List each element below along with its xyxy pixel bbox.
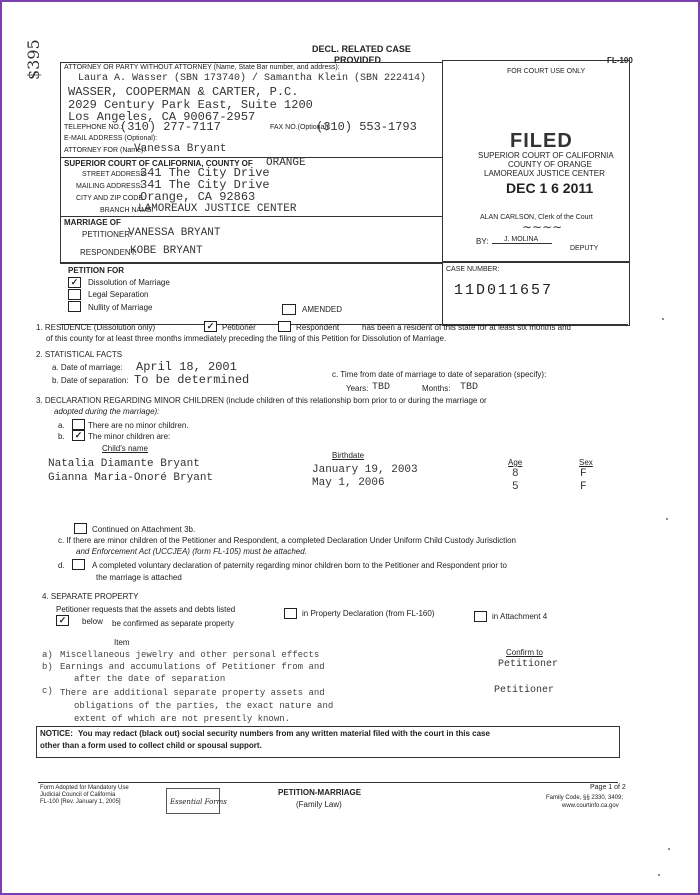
item-header: Item bbox=[114, 638, 130, 647]
street-value: 341 The City Drive bbox=[140, 166, 270, 180]
case-number-label: CASE NUMBER: bbox=[446, 266, 500, 273]
item-a-label: a) bbox=[42, 650, 53, 660]
residence-text-a: 1. RESIDENCE (Dissolution only) bbox=[36, 323, 156, 332]
child-1-birthdate: January 19, 2003 bbox=[312, 464, 418, 476]
scan-speck bbox=[666, 518, 668, 520]
item-c-line-2: obligations of the parties, the exact nature and bbox=[74, 701, 334, 711]
essential-forms-logo-text: Essential Forms bbox=[170, 798, 227, 806]
respondent-value: KOBE BRYANT bbox=[130, 245, 203, 257]
below-checkbox[interactable]: ✓ bbox=[56, 615, 69, 626]
attorney-line-2: WASSER, COOPERMAN & CARTER, P.C. bbox=[68, 85, 299, 99]
children-prefix: b. bbox=[58, 432, 65, 441]
filed-stamp-line-1: SUPERIOR COURT OF CALIFORNIA bbox=[478, 151, 614, 160]
attachment-4-checkbox[interactable] bbox=[474, 611, 487, 622]
months-value: TBD bbox=[460, 382, 479, 393]
footer-center-2: (Family Law) bbox=[296, 800, 342, 809]
scan-speck bbox=[662, 318, 664, 320]
paternity-checkbox[interactable] bbox=[72, 559, 85, 570]
footer-page: Page 1 of 2 bbox=[590, 784, 626, 791]
nullity-label: Nullity of Marriage bbox=[88, 303, 153, 312]
no-children-checkbox[interactable] bbox=[72, 419, 85, 430]
separate-property-text-1: Petitioner requests that the assets and debts listed bbox=[56, 605, 236, 614]
footer-left-1: Form Adopted for Mandatory Use bbox=[40, 785, 129, 791]
petition-page bbox=[22, 18, 674, 880]
footer-right-1: Family Code, §§ 2330, 3409; bbox=[546, 795, 624, 801]
filed-stamp-title: FILED bbox=[510, 130, 573, 152]
notice-label: NOTICE: bbox=[40, 729, 73, 738]
amended-label: AMENDED bbox=[302, 305, 343, 314]
attorney-line-1: Laura A. Wasser (SBN 173740) / Samantha Klein (SBN 222414) bbox=[78, 73, 427, 84]
petitioner-value: VANESSA BRYANT bbox=[128, 227, 221, 239]
child-birthdate-header: Birthdate bbox=[332, 451, 365, 460]
property-declaration-checkbox[interactable] bbox=[284, 608, 297, 619]
minor-children-title: 3. DECLARATION REGARDING MINOR CHILDREN (include children of this relationship born prior to or during the marriage or bbox=[36, 396, 487, 405]
marriage-top-rule bbox=[60, 216, 442, 217]
residence-respondent-checkbox[interactable] bbox=[278, 321, 291, 332]
notice-text-1: You may redact (black out) social security numbers from any written material filed with the court in this case bbox=[78, 729, 490, 738]
residence-petitioner-label: Petitioner bbox=[222, 323, 256, 332]
footer-left-2: Judicial Council of California bbox=[40, 792, 116, 798]
case-number-value: 11D011657 bbox=[454, 282, 554, 299]
amended-checkbox[interactable] bbox=[282, 304, 296, 315]
attorney-label: ATTORNEY OR PARTY WITHOUT ATTORNEY (Name, State Bar number, and address): bbox=[64, 64, 340, 71]
months-label: Months: bbox=[422, 384, 451, 393]
children-checkbox[interactable]: ✓ bbox=[72, 430, 85, 441]
item-c-line-3: extent of which are not presently known. bbox=[74, 714, 291, 724]
decl-related-case: DECL. RELATED CASE bbox=[312, 44, 411, 54]
street-label: STREET ADDRESS: bbox=[82, 171, 147, 178]
residence-text-b: has been a resident of this state for at least six months and bbox=[362, 323, 572, 332]
filed-stamp-line-2: COUNTY OF ORANGE bbox=[508, 160, 592, 169]
respondent-label: RESPONDENT: bbox=[80, 248, 137, 257]
court-top-rule bbox=[60, 157, 442, 158]
footer-rule bbox=[38, 782, 618, 783]
item-b-line-2: after the date of separation bbox=[74, 674, 226, 684]
dissolution-checkbox[interactable]: ✓ bbox=[68, 277, 81, 288]
years-value: TBD bbox=[372, 382, 391, 393]
statistical-facts-title: 2. STATISTICAL FACTS bbox=[36, 350, 123, 359]
attachment-4-label: in Attachment 4 bbox=[492, 612, 548, 621]
court-use-only: FOR COURT USE ONLY bbox=[507, 68, 586, 75]
filed-stamp-date: DEC 1 6 2011 bbox=[506, 180, 594, 196]
filed-stamp-by-name: J. MOLINA bbox=[504, 236, 539, 243]
child-1-sex: F bbox=[580, 468, 587, 480]
time-married-label: c. Time from date of marriage to date of separation (specify): bbox=[332, 370, 547, 379]
child-1-name: Natalia Diamante Bryant bbox=[48, 458, 200, 470]
provided-label: PROVIDED bbox=[334, 55, 382, 65]
nullity-checkbox[interactable] bbox=[68, 301, 81, 312]
marriage-date-value: April 18, 2001 bbox=[136, 360, 237, 374]
footer-left-3: FL-100 [Rev. January 1, 2005] bbox=[40, 799, 121, 805]
city-value: Orange, CA 92863 bbox=[140, 190, 256, 204]
filed-stamp-by-rule bbox=[492, 243, 552, 244]
petition-top-rule bbox=[60, 262, 442, 263]
branch-value: LAMOREAUX JUSTICE CENTER bbox=[138, 203, 297, 215]
handwritten-fee: $395 bbox=[24, 39, 43, 80]
mailing-value: 341 The City Drive bbox=[140, 178, 270, 192]
filed-stamp-clerk: ALAN CARLSON, Clerk of the Court bbox=[480, 214, 593, 221]
confirm-to-header: Confirm to bbox=[506, 648, 543, 657]
telephone-value: (310) 277-7117 bbox=[120, 120, 221, 134]
continued-checkbox[interactable] bbox=[74, 523, 87, 534]
marriage-date-label: a. Date of marriage: bbox=[52, 363, 123, 372]
item-b-label: b) bbox=[42, 662, 53, 672]
notice-text-2: other than a form used to collect child or spousal support. bbox=[40, 741, 262, 750]
item-c-line-1: There are additional separate property assets and bbox=[60, 688, 325, 698]
mailing-label: MAILING ADDRESS: bbox=[76, 183, 143, 190]
child-2-sex: F bbox=[580, 481, 587, 493]
separate-property-title: 4. SEPARATE PROPERTY bbox=[42, 592, 139, 601]
child-age-header: Age bbox=[508, 458, 523, 467]
uccjea-text-2: and Enforcement Act (UCCJEA) (form FL-105) must be attached. bbox=[76, 547, 307, 556]
filed-stamp-line-3: LAMOREAUX JUSTICE CENTER bbox=[484, 169, 605, 178]
confirm-item-b: Petitioner bbox=[494, 685, 555, 696]
item-c-label: c) bbox=[42, 686, 53, 696]
item-a-line-1: Miscellaneous jewelry and other personal effects bbox=[60, 650, 320, 660]
telephone-label: TELEPHONE NO.: bbox=[64, 124, 123, 131]
child-name-header: Child's name bbox=[102, 444, 148, 453]
below-label: below bbox=[82, 617, 103, 626]
separation-date-value: To be determined bbox=[134, 373, 250, 387]
petition-title: PETITION FOR bbox=[68, 266, 124, 275]
residence-petitioner-checkbox[interactable]: ✓ bbox=[204, 321, 217, 332]
footer-center-1: PETITION-MARRIAGE bbox=[278, 788, 362, 797]
child-2-name: Gianna Maria-Onoré Bryant bbox=[48, 472, 214, 484]
separate-property-text-3: be confirmed as separate property bbox=[112, 619, 234, 628]
attorney-for-label: ATTORNEY FOR (Name): bbox=[64, 147, 146, 154]
paternity-text-1: A completed voluntary declaration of paternity regarding minor children born to the Petitioner and Respondent prior to bbox=[92, 561, 507, 570]
filed-stamp-deputy: DEPUTY bbox=[570, 245, 599, 252]
attorney-for-value: Vanessa Bryant bbox=[134, 143, 227, 155]
child-sex-header: Sex bbox=[579, 458, 593, 467]
residence-respondent-label: Respondent bbox=[296, 323, 340, 332]
legal-separation-label: Legal Separation bbox=[88, 290, 149, 299]
children-label: The minor children are: bbox=[88, 432, 171, 441]
dissolution-label: Dissolution of Marriage bbox=[88, 278, 170, 287]
branch-label: BRANCH NAME: bbox=[100, 207, 154, 214]
filed-stamp-by-label: BY: bbox=[476, 237, 489, 246]
legal-separation-checkbox[interactable] bbox=[68, 289, 81, 300]
confirm-item-a: Petitioner bbox=[498, 659, 559, 670]
no-children-prefix: a. bbox=[58, 421, 65, 430]
minor-children-title-2: adopted during the marriage): bbox=[54, 407, 160, 416]
fax-value: (310) 553-1793 bbox=[316, 120, 417, 134]
child-2-birthdate: May 1, 2006 bbox=[312, 477, 385, 489]
court-title: SUPERIOR COURT OF CALIFORNIA, COUNTY OF bbox=[64, 159, 253, 168]
property-declaration-label: in Property Declaration (from FL-160) bbox=[302, 609, 435, 618]
child-2-age: 5 bbox=[512, 481, 519, 493]
clerk-signature: ∼∼∼∼ bbox=[522, 220, 563, 234]
scan-speck bbox=[668, 848, 670, 850]
marriage-title: MARRIAGE OF bbox=[64, 218, 121, 227]
court-county: ORANGE bbox=[266, 157, 306, 169]
continued-label: Continued on Attachment 3b. bbox=[92, 525, 196, 534]
no-children-label: There are no minor children. bbox=[88, 421, 189, 430]
paternity-text-2: the marriage is attached bbox=[96, 573, 182, 582]
attorney-line-3: 2029 Century Park East, Suite 1200 bbox=[68, 98, 313, 112]
city-label: CITY AND ZIP CODE: bbox=[76, 195, 145, 202]
child-1-age: 8 bbox=[512, 468, 519, 480]
item-b-line-1: Earnings and accumulations of Petitioner from and bbox=[60, 662, 325, 672]
uccjea-text-1: c. If there are minor children of the Petitioner and Respondent, a completed Declaration Under Uniform Child Custody Jurisdiction bbox=[58, 536, 517, 545]
attorney-line-4: Los Angeles, CA 90067-2957 bbox=[68, 110, 256, 124]
petitioner-label: PETITIONER: bbox=[82, 230, 133, 239]
form-number: FL-100 bbox=[607, 56, 633, 65]
fax-label: FAX NO.(Optional): bbox=[270, 124, 331, 131]
scan-speck bbox=[658, 874, 660, 876]
email-label: E-MAIL ADDRESS (Optional): bbox=[64, 135, 158, 142]
separation-date-label: b. Date of separation: bbox=[52, 376, 129, 385]
paternity-prefix: d. bbox=[58, 561, 65, 570]
years-label: Years: bbox=[346, 384, 369, 393]
footer-right-2: www.courtinfo.ca.gov bbox=[562, 803, 619, 809]
residence-text-c: of this county for at least three months immediately preceding the filing of this Petition for Dissolution of Marriage. bbox=[46, 334, 447, 343]
